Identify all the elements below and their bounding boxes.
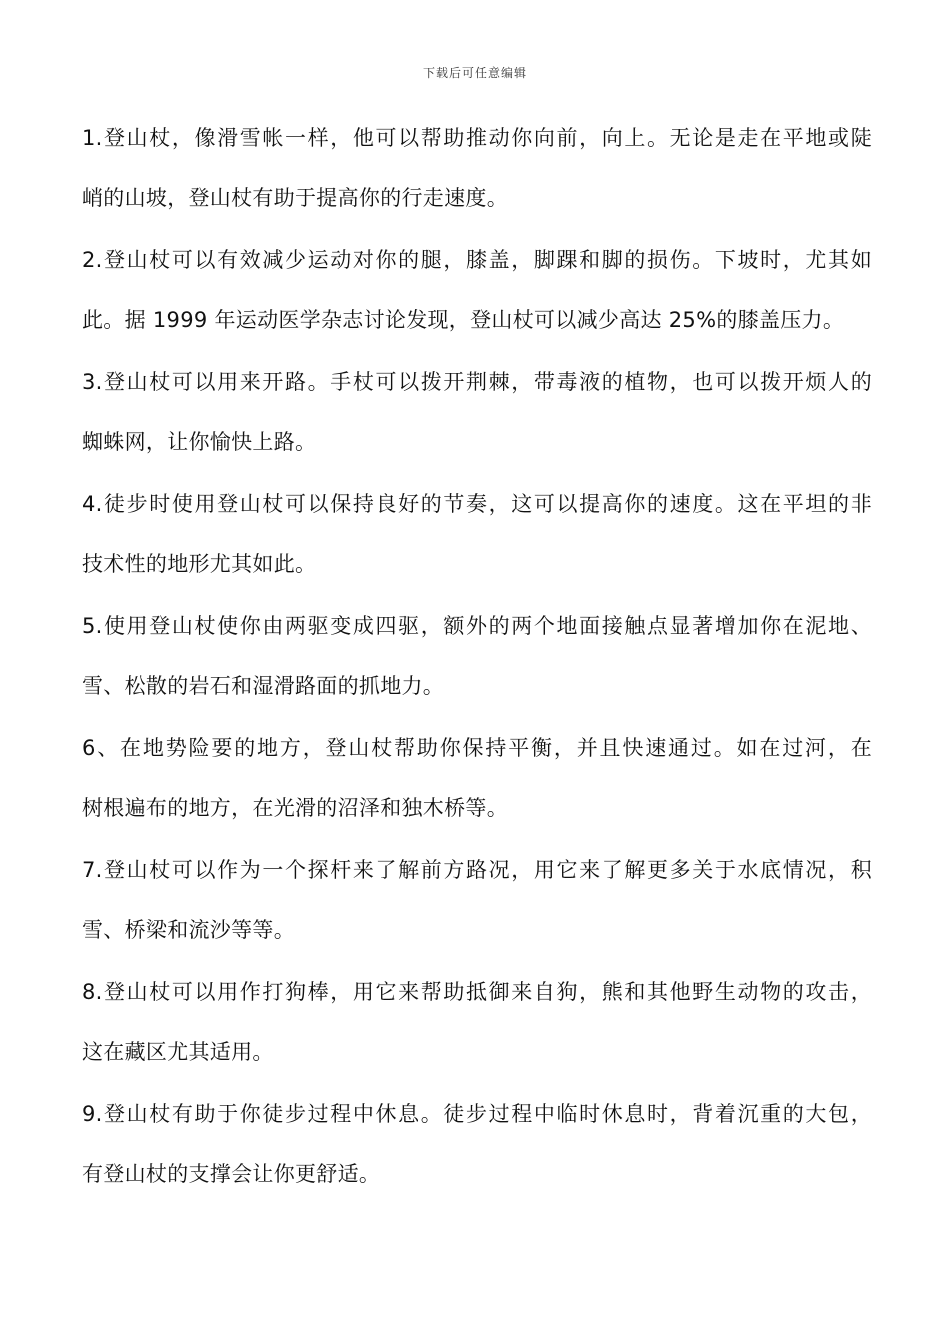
paragraph-7 (82, 848, 872, 968)
paragraph-line: 蜘蛛网，让你愉快上路。 (82, 430, 317, 454)
paragraph-line: 5.使用登山杖使你由两驱变成四驱，额外的两个地面接触点显著增加你在泥地、 (82, 614, 872, 638)
paragraph-line: 峭的山坡，登山杖有助于提高你的行走速度。 (82, 186, 508, 210)
paragraph-3 (82, 360, 872, 480)
paragraph-line: 有登山杖的支撑会让你更舒适。 (82, 1162, 381, 1186)
paragraph-9 (82, 1092, 872, 1212)
document-body (82, 116, 872, 1214)
paragraph-line: 9.登山杖有助于你徒步过程中休息。徒步过程中临时休息时，背着沉重的大包， (82, 1102, 872, 1126)
paragraph-5 (82, 604, 872, 724)
paragraph-line: 6、在地势险要的地方，登山杖帮助你保持平衡，并且快速通过。如在过河，在 (82, 736, 872, 760)
paragraph-line: 4.徒步时使用登山杖可以保持良好的节奏，这可以提高你的速度。这在平坦的非 (82, 492, 872, 516)
paragraph-2 (82, 238, 872, 358)
paragraph-4 (82, 482, 872, 602)
paragraph-line: 树根遍布的地方，在光滑的沼泽和独木桥等。 (82, 796, 508, 820)
paragraph-line: 这在藏区尤其适用。 (82, 1040, 274, 1064)
paragraph-6 (82, 726, 872, 846)
paragraph-line: 雪、桥梁和流沙等等。 (82, 918, 295, 942)
paragraph-line: 7.登山杖可以作为一个探杆来了解前方路况，用它来了解更多关于水底情况，积 (82, 858, 872, 882)
paragraph-line: 技术性的地形尤其如此。 (82, 552, 317, 576)
paragraph-line: 此。据 1999 年运动医学杂志讨论发现，登山杖可以减少高达 25%的膝盖压力。 (82, 308, 845, 332)
paragraph-line: 2.登山杖可以有效减少运动对你的腿，膝盖，脚踝和脚的损伤。下坡时，尤其如 (82, 248, 872, 272)
page-header-note: 下载后可任意编辑 (422, 66, 527, 80)
paragraph-line: 3.登山杖可以用来开路。手杖可以拨开荆棘，带毒液的植物，也可以拨开烦人的 (82, 370, 872, 394)
paragraph-line: 雪、松散的岩石和湿滑路面的抓地力。 (82, 674, 445, 698)
paragraph-1 (82, 116, 872, 236)
paragraph-line: 8.登山杖可以用作打狗棒，用它来帮助抵御来自狗，熊和其他野生动物的攻击， (82, 980, 872, 1004)
paragraph-line: 1.登山杖，像滑雪帐一样，他可以帮助推动你向前，向上。无论是走在平地或陡 (82, 126, 872, 150)
paragraph-8 (82, 970, 872, 1090)
